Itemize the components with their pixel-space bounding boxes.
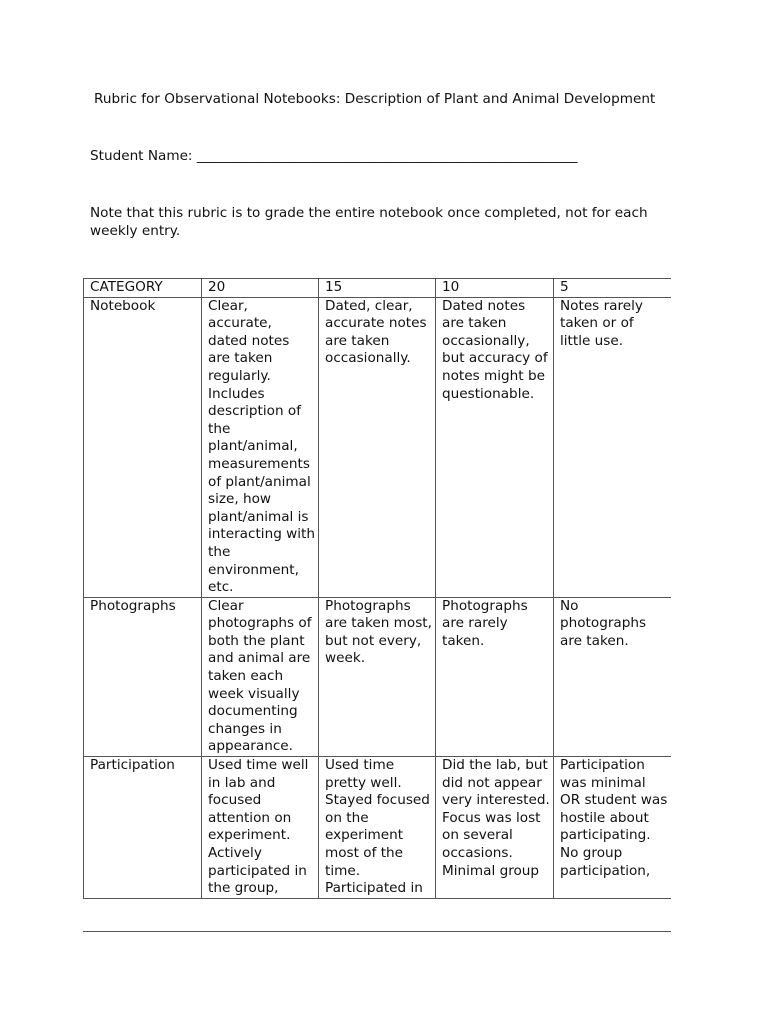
header-category: CATEGORY: [84, 279, 202, 298]
criteria-cell-15: Dated, clear, accurate notes are taken occasionally.: [319, 297, 436, 597]
rubric-row-participation: [84, 757, 672, 899]
criteria-cell-20: Clear photographs of both the plant and animal are taken each week visually documenting changes in appearance.: [202, 597, 319, 756]
rubric-row-photographs: [84, 597, 672, 756]
rubric-row-notebook: [84, 297, 672, 597]
rubric-table: [83, 278, 671, 899]
header-score-10: 10: [436, 279, 554, 298]
criteria-cell-10: Dated notes are taken occasionally, but accuracy of notes might be questionable.: [436, 297, 554, 597]
header-score-15: 15: [319, 279, 436, 298]
criteria-cell-5: Notes rarely taken or of little use.: [554, 297, 672, 597]
criteria-cell-20: Used time well in lab and focused attention on experiment. Actively participated in the group,: [202, 757, 319, 899]
header-score-5: 5: [554, 279, 672, 298]
criteria-cell-5: No photographs are taken.: [554, 597, 672, 756]
document-title: Rubric for Observational Notebooks: Description of Plant and Animal Development: [94, 91, 656, 107]
criteria-cell-5: Participation was minimal OR student was hostile about participating. No group participation,: [554, 757, 672, 899]
category-cell: Participation: [84, 757, 202, 899]
category-cell: Photographs: [84, 597, 202, 756]
criteria-cell-15: Used time pretty well. Stayed focused on the experiment most of the time. Participated in: [319, 757, 436, 899]
rubric-table-container: [83, 278, 671, 932]
criteria-cell-20: Clear, accurate, dated notes are taken regularly. Includes description of the plant/animal, measurements of plant/animal size, how plant/animal is interacting with the environment, etc.: [202, 297, 319, 597]
criteria-cell-10: Photographs are rarely taken.: [436, 597, 554, 756]
criteria-cell-10: Did the lab, but did not appear very interested. Focus was lost on several occasions. Minimal group: [436, 757, 554, 899]
header-score-20: 20: [202, 279, 319, 298]
category-cell: Notebook: [84, 297, 202, 597]
grading-note: Note that this rubric is to grade the entire notebook once completed, not for each weekly entry.: [90, 205, 648, 239]
rubric-header-row: [84, 279, 672, 298]
student-name-line: Student Name: ________________________________________________________: [90, 148, 578, 164]
criteria-cell-15: Photographs are taken most, but not every, week.: [319, 597, 436, 756]
